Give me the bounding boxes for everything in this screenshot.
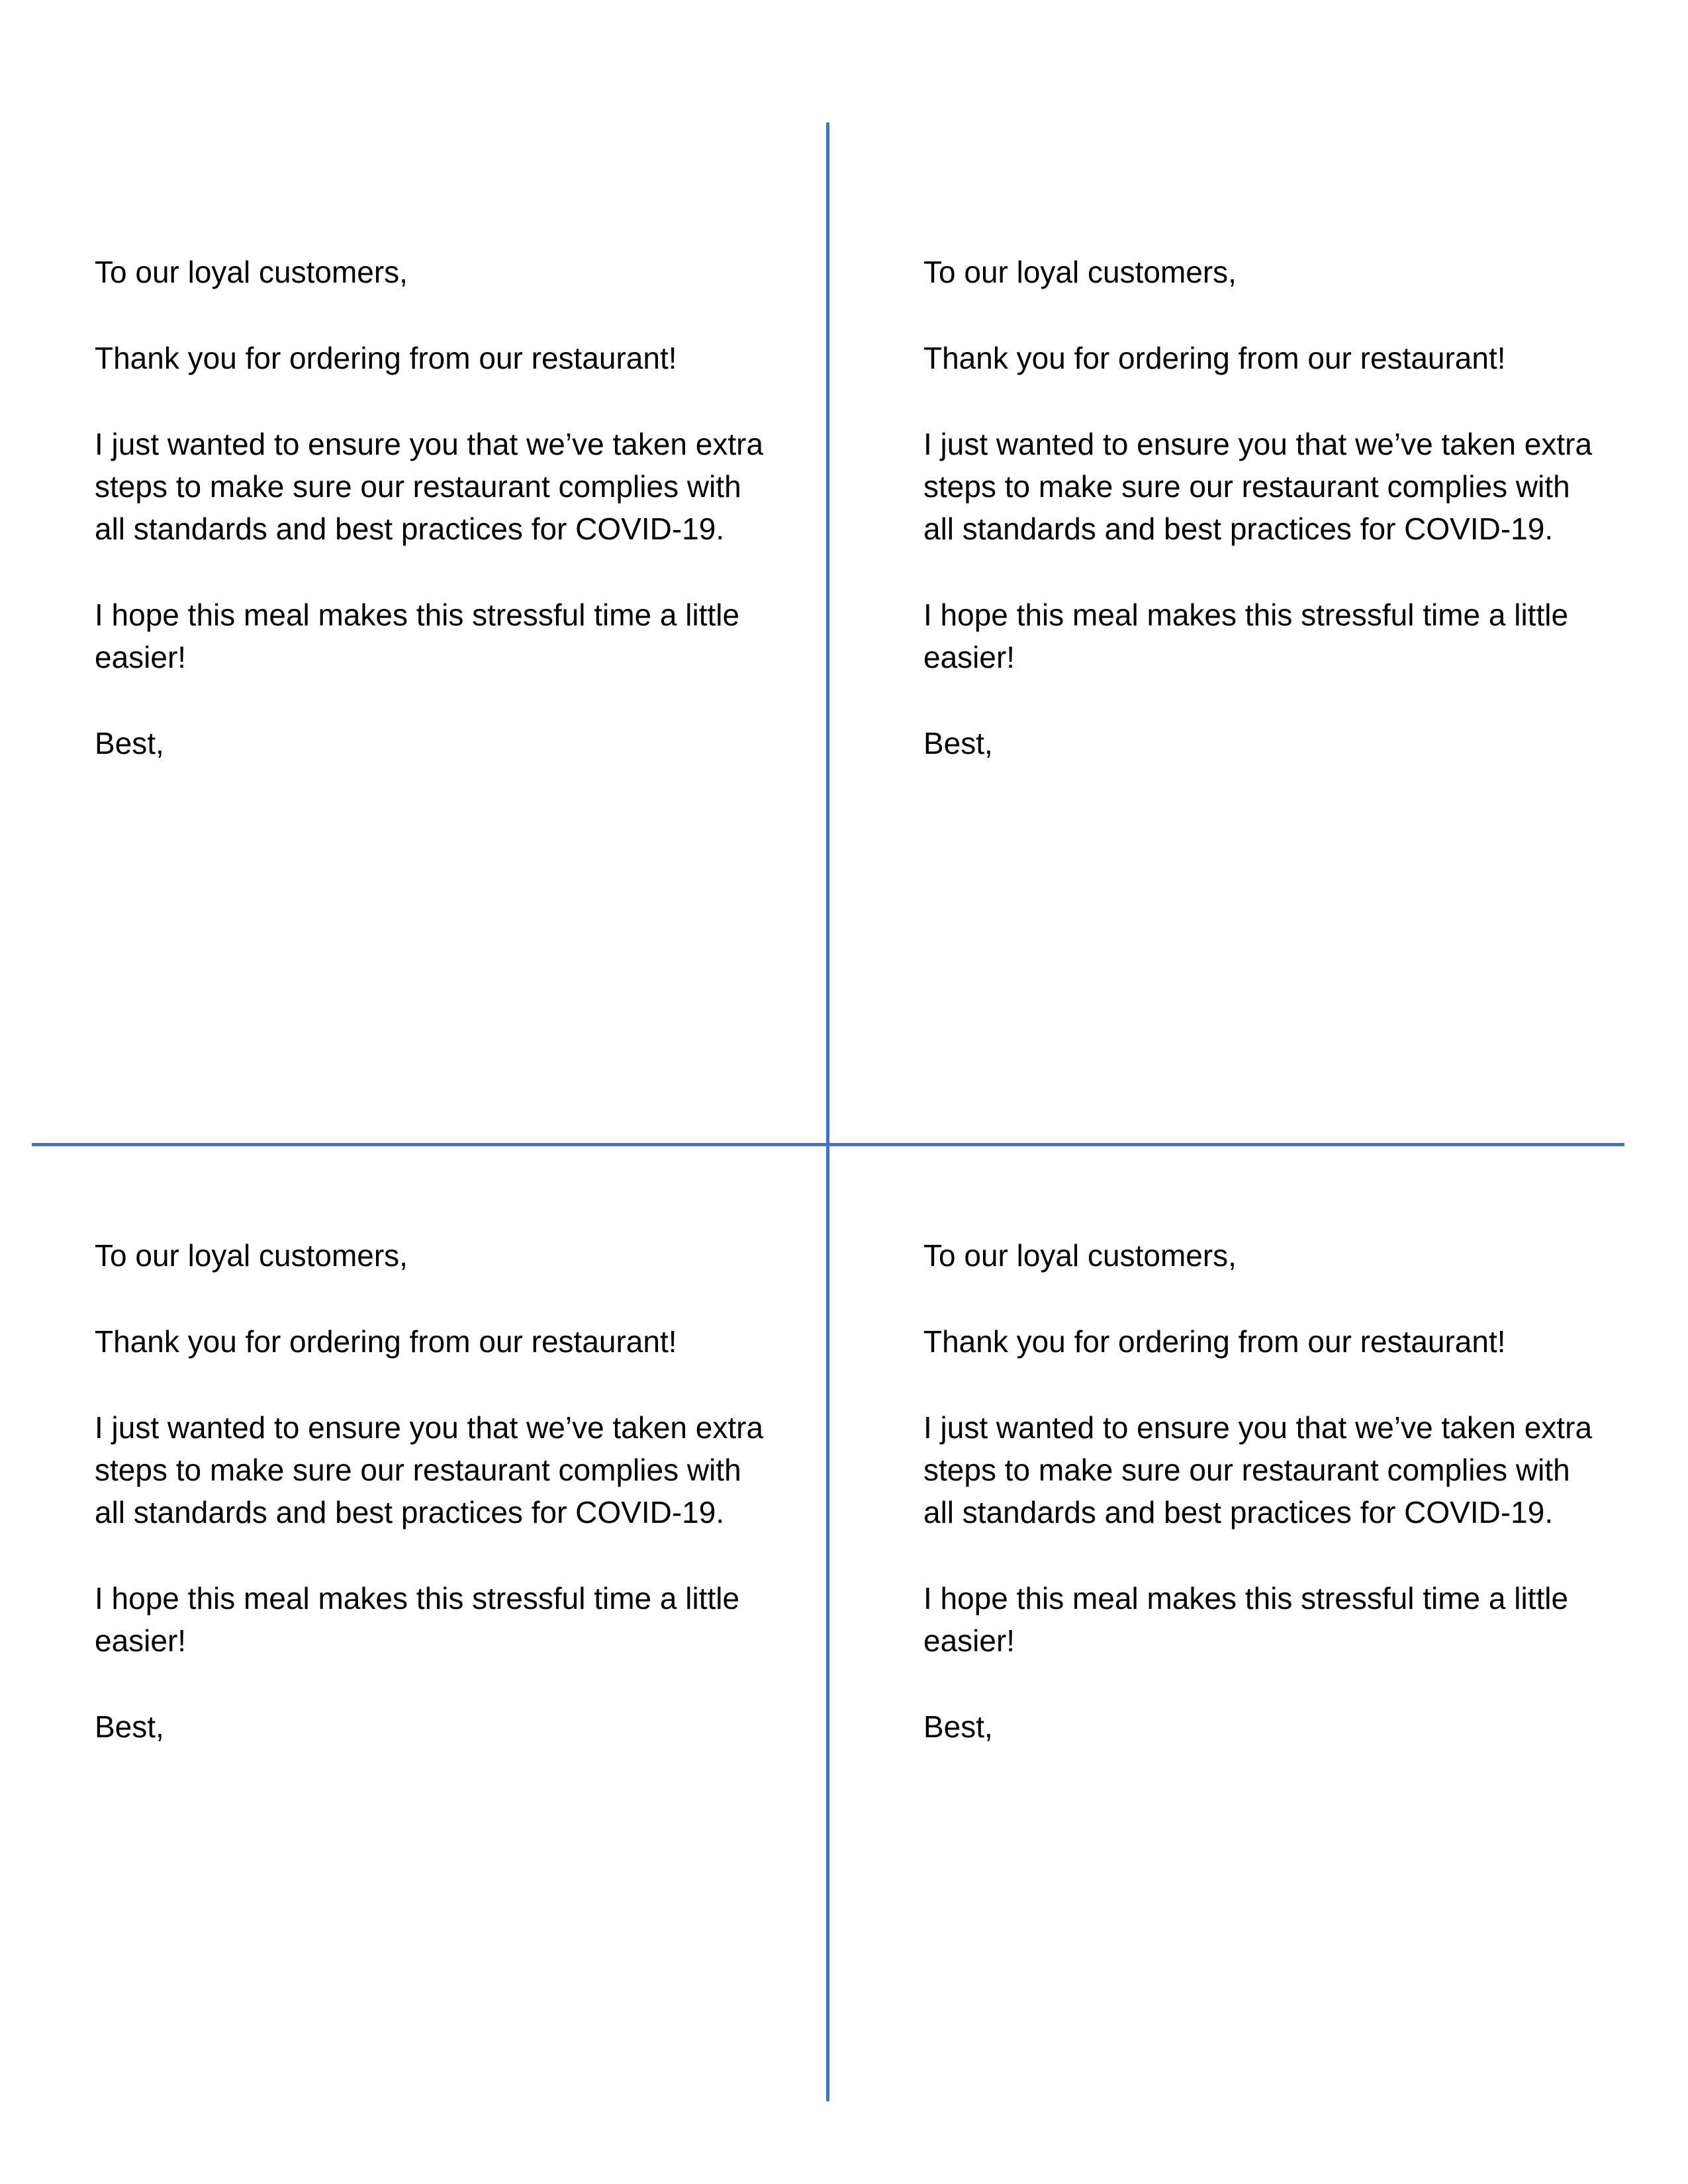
note-hope: I hope this meal makes this stressful time a little easier! xyxy=(923,598,1569,674)
note-closing: Best, xyxy=(923,726,993,760)
horizontal-cut-line xyxy=(32,1143,1624,1146)
note-assurance: I just wanted to ensure you that we’ve taken extra steps to make sure our restaurant complies with all standards and best practices for COVID-19. xyxy=(95,1410,764,1529)
note-closing: Best, xyxy=(923,1709,993,1744)
note-closing: Best, xyxy=(95,1709,164,1744)
note-greeting: To our loyal customers, xyxy=(95,1238,408,1273)
note-hope: I hope this meal makes this stressful time a little easier! xyxy=(95,598,740,674)
note-hope: I hope this meal makes this stressful time a little easier! xyxy=(923,1581,1569,1658)
note-greeting: To our loyal customers, xyxy=(923,1238,1237,1273)
vertical-cut-line xyxy=(826,122,829,2101)
note-thanks: Thank you for ordering from our restaurant! xyxy=(95,1324,677,1359)
note-card-bottom-right xyxy=(923,1234,1605,1748)
note-thanks: Thank you for ordering from our restaurant! xyxy=(923,341,1506,375)
note-card-top-right xyxy=(923,251,1605,764)
note-thanks: Thank you for ordering from our restaurant! xyxy=(95,341,677,375)
note-closing: Best, xyxy=(95,726,164,760)
note-card-top-left xyxy=(95,251,776,764)
note-assurance: I just wanted to ensure you that we’ve taken extra steps to make sure our restaurant complies with all standards and best practices for COVID-19. xyxy=(923,427,1593,546)
note-thanks: Thank you for ordering from our restaurant! xyxy=(923,1324,1506,1359)
note-greeting: To our loyal customers, xyxy=(95,255,408,289)
note-card-bottom-left xyxy=(95,1234,776,1748)
note-assurance: I just wanted to ensure you that we’ve taken extra steps to make sure our restaurant complies with all standards and best practices for COVID-19. xyxy=(923,1410,1593,1529)
note-greeting: To our loyal customers, xyxy=(923,255,1237,289)
note-assurance: I just wanted to ensure you that we’ve taken extra steps to make sure our restaurant complies with all standards and best practices for COVID-19. xyxy=(95,427,764,546)
note-hope: I hope this meal makes this stressful time a little easier! xyxy=(95,1581,740,1658)
